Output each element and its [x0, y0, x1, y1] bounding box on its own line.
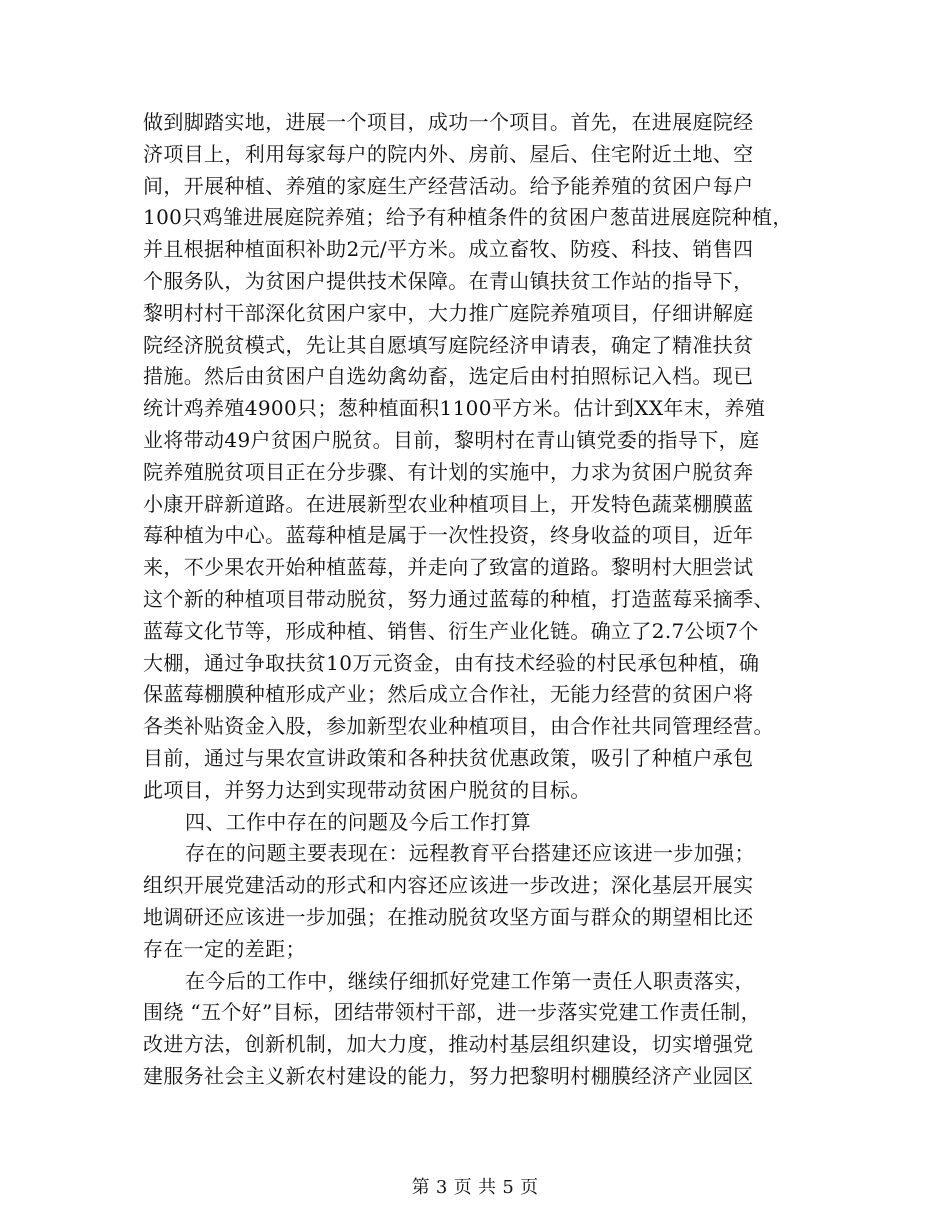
text-line: 保蓝莓棚膜种植形成产业；然后成立合作社，无能力经营的贫困户将 — [143, 682, 754, 707]
document-body — [143, 107, 823, 1093]
text-line: 间，开展种植、养殖的家庭生产经营活动。给予能养殖的贫困户每户 — [143, 173, 754, 198]
text-line: 蓝莓文化节等，形成种植、销售、衍生产业化链。确立了2.7公顷7个 — [143, 618, 759, 643]
text-line: 存在一定的差距； — [143, 936, 306, 961]
text-line: 各类补贴资金入股，参加新型农业种植项目，由合作社共同管理经营。 — [143, 714, 774, 739]
text-line: 这个新的种植项目带动脱贫，努力通过蓝莓的种植，打造蓝莓采摘季、 — [143, 586, 774, 611]
text-line: 措施。然后由贫困户自选幼禽幼畜，选定后由村拍照标记入档。现已 — [143, 364, 754, 389]
text-line: 个服务队，为贫困户提供技术保障。在青山镇扶贫工作站的指导下， — [143, 268, 754, 293]
text-line: 大棚，通过争取扶贫10万元资金，由有技术经验的村民承包种植，确 — [143, 650, 760, 675]
text-line: 存在的问题主要表现在：远程教育平台搭建还应该进一步加强； — [185, 841, 755, 866]
text-line: 此项目，并努力达到实现带动贫困户脱贫的目标。 — [143, 777, 591, 802]
text-line: 目前，通过与果农宣讲政策和各种扶贫优惠政策，吸引了种植户承包 — [143, 745, 754, 770]
text-line: 100只鸡雏进展庭院养殖；给予有种植条件的贫困户葱苗进展庭院种植， — [143, 205, 793, 230]
text-line: 院养殖脱贫项目正在分步骤、有计划的实施中，力求为贫困户脱贫奔 — [143, 459, 754, 484]
text-line: 并且根据种植面积补助2元/平方米。成立畜牧、防疫、科技、销售四 — [143, 237, 754, 262]
text-line: 组织开展党建活动的形式和内容还应该进一步改进；深化基层开展实 — [143, 873, 754, 898]
text-line: 在今后的工作中，继续仔细抓好党建工作第一责任人职责落实， — [185, 968, 755, 993]
text-line: 莓种植为中心。蓝莓种植是属于一次性投资，终身收益的项目，近年 — [143, 523, 754, 548]
text-line: 来，不少果农开始种植蓝莓，并走向了致富的道路。黎明村大胆尝试 — [143, 555, 754, 580]
text-line: 做到脚踏实地，进展一个项目，成功一个项目。首先，在进展庭院经 — [143, 110, 754, 134]
text-line: 建服务社会主义新农村建设的能力，努力把黎明村棚膜经济产业园区 — [143, 1063, 754, 1088]
text-line: 业将带动49户贫困户脱贫。目前，黎明村在青山镇党委的指导下，庭 — [143, 427, 760, 452]
page-number-footer: 第 3 页 共 5 页 — [411, 1177, 539, 1198]
text-line: 围绕 “五个好”目标，团结带领村干部，进一步落实党建工作责任制， — [143, 1000, 762, 1025]
text-line: 小康开辟新道路。在进展新型农业种植项目上，开发特色蔬菜棚膜蓝 — [143, 491, 754, 516]
text-line: 改进方法，创新机制，加大力度，推动村基层组织建设，切实增强党 — [143, 1032, 754, 1057]
paragraph-future-plan — [143, 966, 823, 1093]
text-line: 地调研还应该进一步加强；在推动脱贫攻坚方面与群众的期望相比还 — [143, 904, 754, 929]
text-line: 院经济脱贫模式，先让其自愿填写庭院经济申请表，确定了精准扶贫 — [143, 332, 754, 357]
paragraph-problems — [143, 838, 823, 965]
text-line: 济项目上，利用每家每户的院内外、房前、屋后、住宅附近土地、空 — [143, 141, 754, 166]
section-heading: 四、工作中存在的问题及今后工作打算 — [185, 809, 531, 834]
text-line: 黎明村村干部深化贫困户家中，大力推广庭院养殖项目，仔细讲解庭 — [143, 300, 754, 325]
paragraph-courtyard-economy — [143, 107, 823, 807]
text-line: 统计鸡养殖4900只；葱种植面积1100平方米。估计到XX年末，养殖 — [143, 396, 766, 421]
